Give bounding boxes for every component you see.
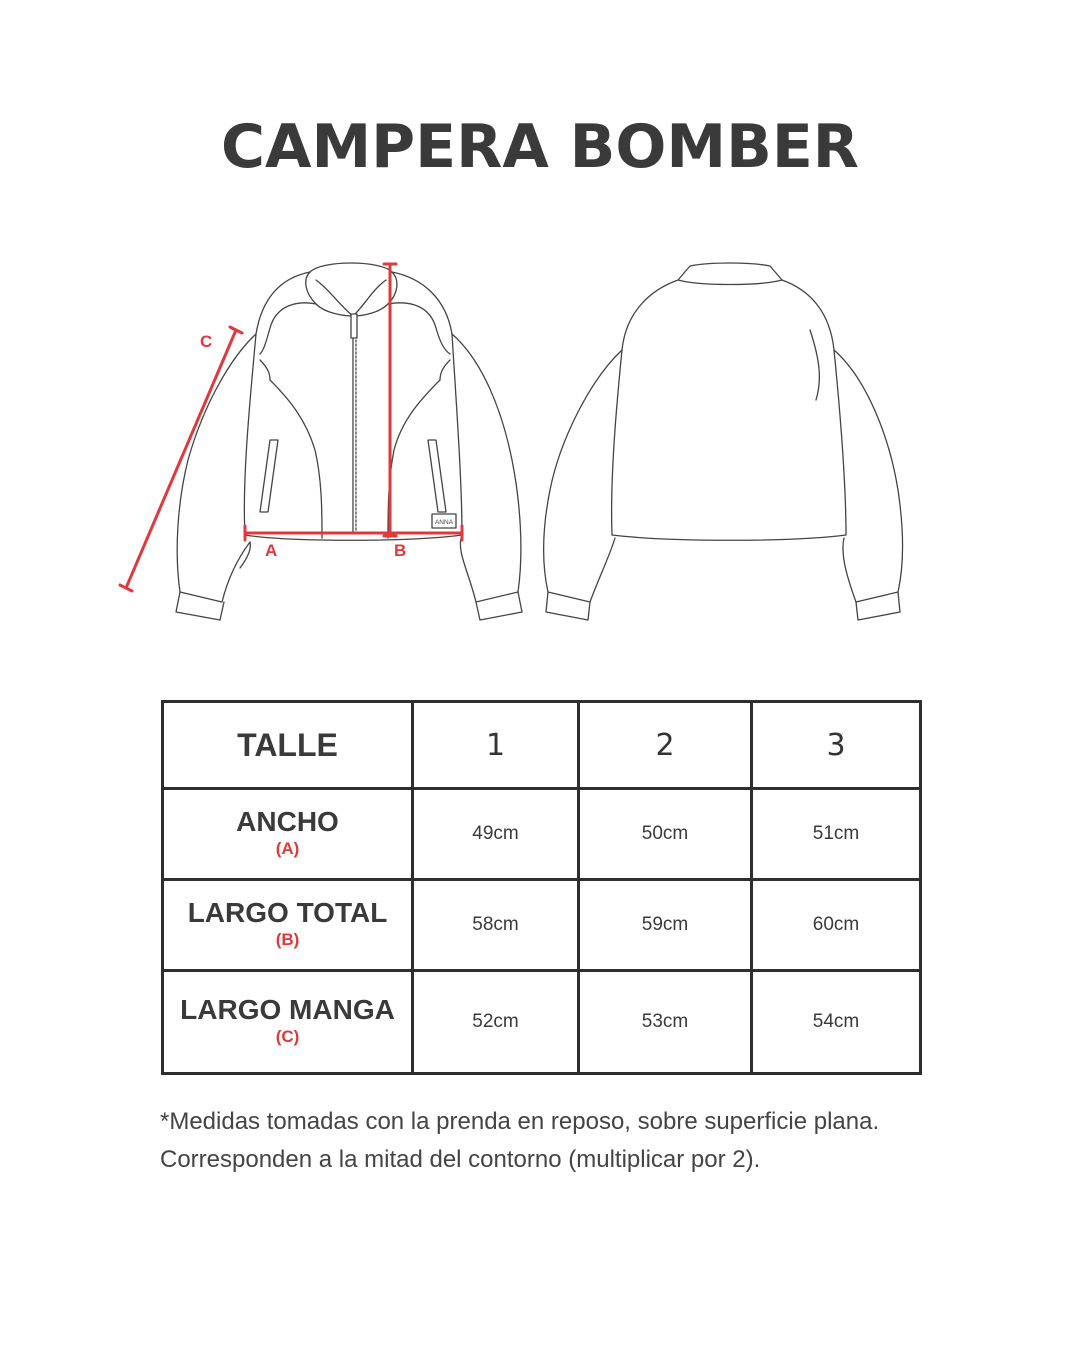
measurement-note	[160, 1103, 1040, 1179]
row-label-code: (A)	[275, 839, 300, 858]
page-title: CAMPERA BOMBER	[220, 112, 860, 182]
jacket-front	[176, 263, 522, 620]
table-cell: 60cm	[752, 880, 921, 971]
measure-label-c: C	[200, 332, 213, 351]
table-row-largo-total	[163, 880, 921, 971]
row-label-code: (B)	[275, 930, 300, 949]
table-cell: 53cm	[579, 971, 752, 1074]
table-row-ancho	[163, 789, 921, 880]
size-table	[161, 700, 922, 1075]
table-cell: 52cm	[413, 971, 579, 1074]
row-label-text: LARGO TOTAL	[187, 897, 388, 928]
table-cell: 59cm	[579, 880, 752, 971]
table-header-row	[163, 702, 921, 789]
table-cell: 51cm	[752, 789, 921, 880]
jacket-back	[544, 263, 903, 620]
note-line-1: *Medidas tomadas con la prenda en reposo, sobre superficie plana.	[160, 1108, 880, 1135]
note-line-2: Corresponden a la mitad del contorno (multiplicar por 2).	[160, 1146, 761, 1173]
table-cell: 54cm	[752, 971, 921, 1074]
header-size-label: TALLE	[163, 702, 413, 789]
header-size-1: 1	[413, 702, 579, 789]
jacket-diagram	[110, 250, 910, 630]
header-size-3: 3	[752, 702, 921, 789]
table-cell: 58cm	[413, 880, 579, 971]
table-cell: 49cm	[413, 789, 579, 880]
jacket-illustration	[110, 250, 910, 630]
row-label-ancho	[163, 789, 413, 880]
row-label-code: (C)	[275, 1027, 300, 1046]
row-label-largo-manga	[163, 971, 413, 1074]
row-label-largo-total	[163, 880, 413, 971]
measure-label-a: A	[265, 541, 278, 560]
table-row-largo-manga	[163, 971, 921, 1074]
brand-tag-text: ANNA	[434, 519, 454, 526]
row-label-text: ANCHO	[236, 806, 339, 837]
row-label-text: LARGO MANGA	[180, 994, 395, 1025]
measure-line-c	[126, 330, 236, 588]
measure-label-b: B	[394, 541, 407, 560]
table-cell: 50cm	[579, 789, 752, 880]
header-size-2: 2	[579, 702, 752, 789]
